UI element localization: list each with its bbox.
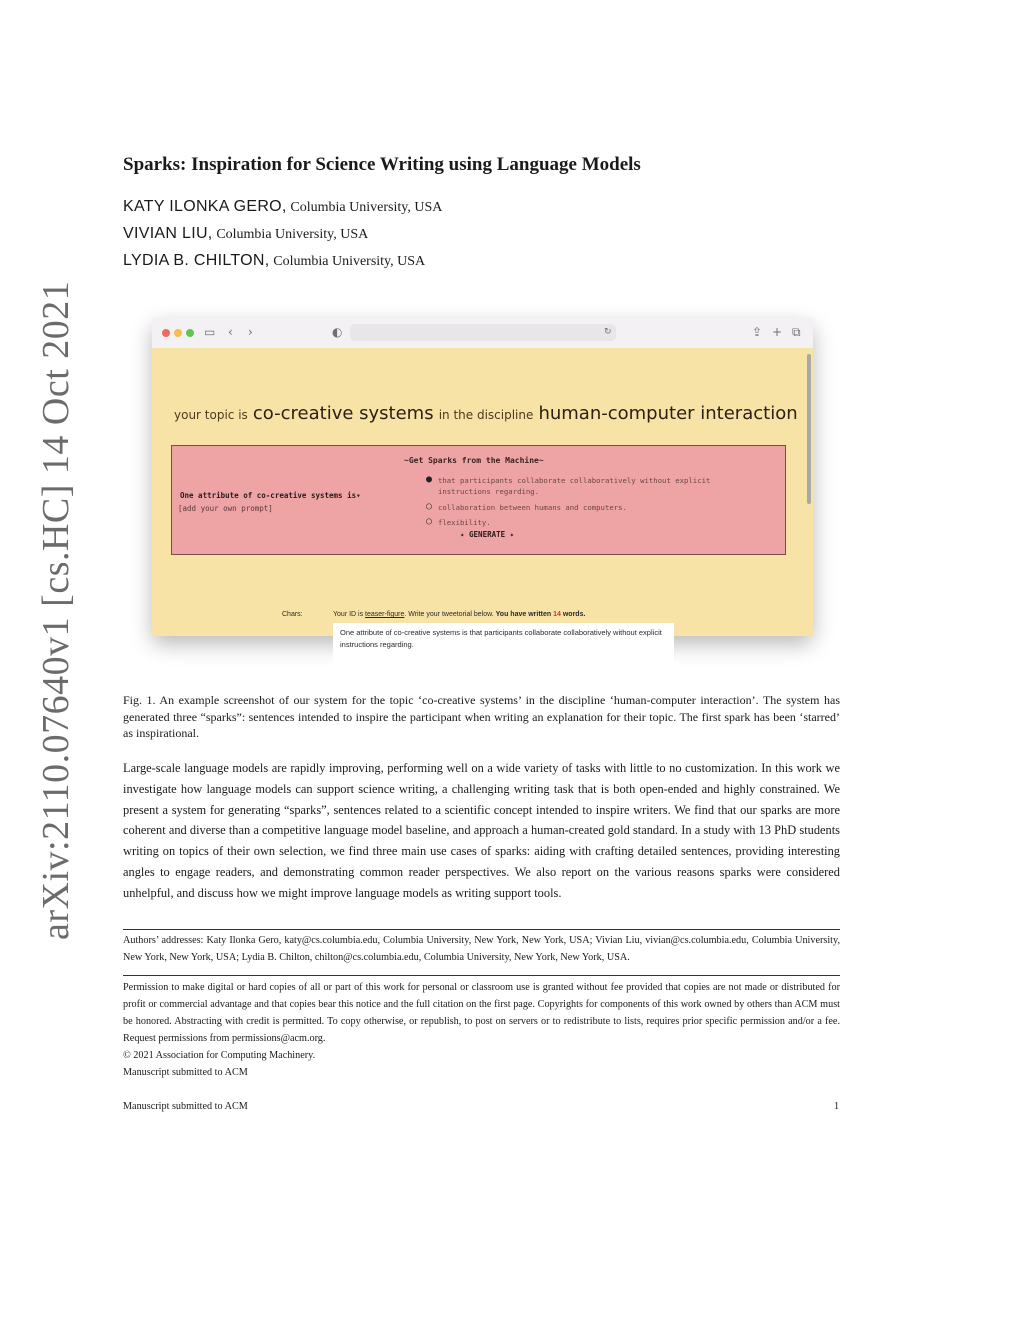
copyright-block [123,1047,315,1081]
divider [123,975,840,976]
bulb-icon[interactable]: ○ [426,501,433,512]
spark-text: flexibility. [438,518,491,527]
tweetorial-textarea[interactable]: One attribute of co-creative systems is that participants collaborate collaboratively without explicit instructions regarding. [333,623,674,671]
tabs-overview-icon: ⧉ [792,325,801,339]
author-line-3 [123,252,425,270]
sparkle-icon: ✦ [509,530,515,539]
author-line-1 [123,198,442,216]
privacy-shield-icon: ◐ [332,325,343,339]
id-instruction-text: . Write your tweetorial below. [404,611,494,618]
generate-label: GENERATE [469,530,506,539]
share-icon: ⇪ [752,325,763,339]
generate-button[interactable] [460,530,514,539]
prompt-dropdown[interactable]: One attribute of co-creative systems is▾ [180,491,361,500]
close-window-dot [162,329,170,337]
author-name: VIVIAN LIU, [123,225,213,242]
topic-prefix: your topic is [174,408,248,422]
sidebar-icon: ▭ [204,325,216,339]
word-count: 14 [553,611,561,618]
spark-text: instructions regarding. [438,487,540,496]
permission-notice: Permission to make digital or hard copies of all or part of this work for personal or classroom use is granted without fee provided that copies are not made or distributed for profit or commercial advantage and that copies bear this notice and the full citation on the first page. Copyrights for components of this work owned by others than ACM must be honored. Abstracting with credit is permitted. To copy otherwise, or republish, to post on servers or to redistribute to lists, requires prior specific permission and/or a fee. Request permissions from permissions@acm.org. [123,982,840,1044]
address-bar [350,324,616,341]
new-tab-icon: + [772,325,783,339]
topic-heading [174,403,798,424]
id-prefix: Your ID is [333,611,364,618]
id-instructions [333,611,585,618]
words-suffix: words. [562,611,586,618]
minimize-window-dot [174,329,182,337]
spark-text: that participants collaborate collaboratively without explicit [438,476,711,485]
footer-left: Manuscript submitted to ACM [123,1101,248,1112]
author-affiliation: Columbia University, USA [273,254,426,269]
back-icon: ‹ [228,325,233,339]
starred-bulb-icon[interactable]: ● [426,474,433,485]
author-name: LYDIA B. CHILTON, [123,252,270,269]
topic-value: co-creative systems [252,403,434,424]
author-addresses: Authors’ addresses: Katy Ilonka Gero, katy@cs.columbia.edu, Columbia University, New York, New York, USA; Vivian Liu, vivian@cs.columbia.edu, Columbia University, New York, New York, USA; Lydia B. Chilton, chilton@cs.columbia.edu, Columbia University, New York, New York, USA. [123,935,840,963]
copyright-line: © 2021 Association for Computing Machinery. [123,1050,316,1061]
have-written-label: You have written [495,611,552,618]
sparks-panel [171,445,786,555]
app-page [152,348,807,649]
id-value: teaser-figure [365,611,405,618]
reload-icon: ↻ [604,327,612,337]
arxiv-stamp: arXiv:2110.07640v1 [cs.HC] 14 Oct 2021 [35,280,77,940]
spark-item [426,501,627,513]
scrollbar-thumb[interactable] [807,354,811,504]
add-prompt-link[interactable]: [add your own prompt] [178,504,273,513]
author-affiliation: Columbia University, USA [290,200,443,215]
figure-screenshot [152,318,813,649]
manuscript-note: Manuscript submitted to ACM [123,1067,248,1078]
sparkle-icon: ✦ [460,530,465,539]
page-number: 1 [834,1101,840,1112]
maximize-window-dot [186,329,194,337]
abstract: Large-scale language models are rapidly improving, performing well on a wide variety of tasks with little to no customization. In this work we investigate how language models can support science writing, a challenging writing task that is both open-ended and highly constrained. We present a system for generating “sparks”, sentences related to a scientific concept intended to inspire writers. We find that our sparks are more coherent and diverse than a competitive language model baseline, and approach a human-created gold standard. In a study with 13 PhD students writing on topics of their own selection, we find three main use cases of sparks: aiding with crafting detailed sentences, providing interesting angles to engage readers, and demonstrating common reader perspectives. We also report on the various reasons sparks were considered unhelpful, and discuss how we might improve language models as writing support tools. [123,761,840,900]
discipline-value: human-computer interaction [538,403,798,424]
spark-text: collaboration between humans and computers. [438,503,627,512]
discipline-prefix: in the discipline [438,408,534,422]
author-name: KATY ILONKA GERO, [123,198,287,215]
sparks-header: ~Get Sparks from the Machine~ [404,456,544,465]
divider [123,929,840,930]
chars-label: Chars: [282,611,303,618]
bulb-icon[interactable]: ○ [426,516,433,527]
browser-toolbar [152,318,813,349]
figure-caption: Fig. 1. An example screenshot of our system for the topic ‘co-creative systems’ in the discipline ‘human-computer interaction’. The system has generated three “sparks”: sentences intended to inspire the participant when writing an explanation for their topic. The first spark has been ‘starred’ as inspirational. [123,693,840,740]
spark-item [426,474,711,497]
author-line-2 [123,225,368,243]
forward-icon: › [248,325,253,339]
author-affiliation: Columbia University, USA [216,227,369,242]
paper-title: Sparks: Inspiration for Science Writing using Language Models [123,154,641,175]
spark-item [426,516,491,528]
